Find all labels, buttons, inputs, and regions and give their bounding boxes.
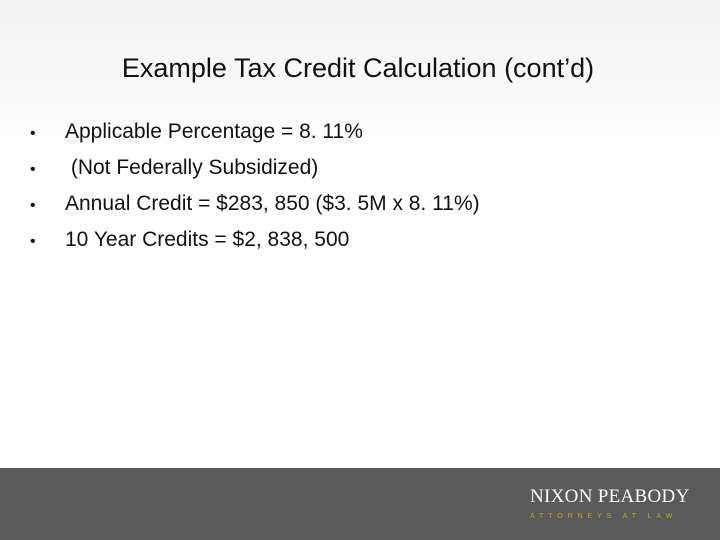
bullet-dot: • (30, 233, 36, 250)
bullet-dot: • (30, 161, 36, 178)
logo-name: NIXON PEABODY (530, 486, 690, 507)
bullet-text: 10 Year Credits = $2, 838, 500 (65, 228, 350, 251)
nixon-peabody-logo (530, 487, 700, 521)
bullet-item (30, 150, 480, 186)
bullet-item (30, 114, 480, 150)
bullet-dot: • (30, 125, 36, 142)
logo-tagline: ATTORNEYS AT LAW (530, 513, 678, 520)
slide-title: Example Tax Credit Calculation (cont’d) (121, 53, 595, 83)
bullet-text: Applicable Percentage = 8. 11% (65, 120, 363, 143)
bullet-text: (Not Federally Subsidized) (65, 156, 319, 179)
bullet-item (30, 186, 480, 222)
bullet-text: Annual Credit = $283, 850 ($3. 5M x 8. 11%) (65, 192, 480, 215)
bullet-dot: • (30, 197, 36, 214)
bullet-list (30, 114, 480, 258)
bullet-item (30, 222, 480, 258)
